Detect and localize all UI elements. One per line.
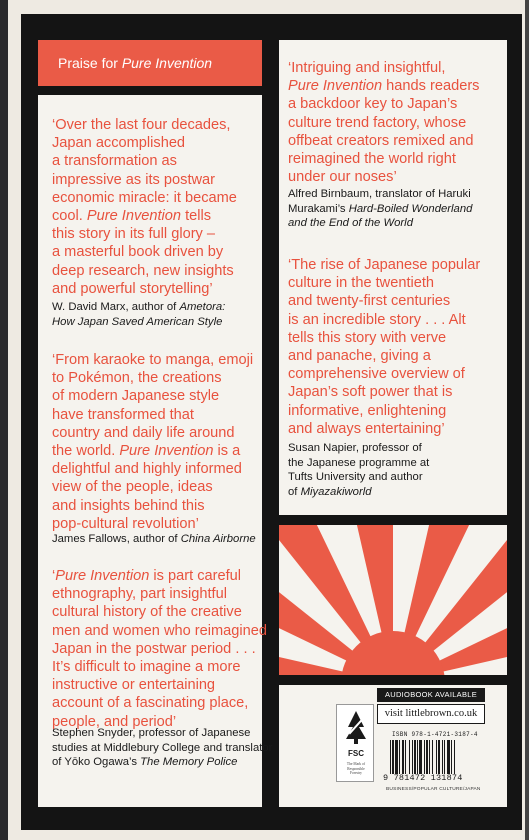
quote-line: of modern Japanese style (52, 388, 220, 405)
barcode-bar (409, 740, 410, 774)
quote-line: and insights behind this (52, 497, 205, 514)
quote-line: delightful and highly informed (52, 461, 242, 478)
barcode-bar (426, 740, 428, 774)
quote-line: and always entertaining’ (288, 420, 445, 437)
quote-line: ethnography, part insightful (52, 586, 227, 603)
barcode-bar (444, 740, 445, 774)
quote-line: offbeat creators remixed and (288, 132, 474, 149)
barcode-bar (414, 740, 416, 774)
barcode-bar (405, 740, 406, 774)
quote-line: Japan accomplished (52, 135, 186, 152)
barcode (390, 740, 482, 776)
quote-line: and panache, giving a (288, 348, 431, 364)
quote-line: a masterful book driven by (52, 244, 224, 261)
barcode-bar (432, 740, 433, 774)
barcode-bar (447, 740, 450, 774)
quote-line: the world. Pure Invention is a (52, 443, 241, 459)
quote-line: a backdoor key to Japan’s (288, 96, 458, 113)
barcode-bar (424, 740, 425, 774)
barcode-bar (419, 740, 422, 774)
isbn-digits: 9 781472 131874 (383, 773, 463, 783)
barcode-bar (454, 740, 455, 774)
fsc-logo (336, 704, 374, 782)
audiobook-badge: AUDIOBOOK AVAILABLE (377, 688, 485, 702)
quote-line: and powerful storytelling’ (52, 280, 213, 297)
quote-line: instructive or entertaining (52, 677, 216, 694)
quote-line: this story in its full glory – (52, 226, 216, 243)
barcode-bar (395, 740, 398, 774)
attribution-line: James Fallows, author of China Airborne (52, 533, 256, 545)
isbn-text: ISBN 978-1-4721-3187-4 (392, 731, 478, 738)
quote-line: ‘Over the last four decades, (52, 117, 231, 133)
attribution-line: Murakami’s Hard-Boiled Wonderland (288, 202, 473, 215)
attribution-line: Alfred Birnbaum, translator of Haruki (288, 188, 471, 200)
barcode-bar (399, 740, 400, 774)
tree-check-icon (337, 705, 375, 749)
quote-line: cultural history of the creative (52, 604, 242, 621)
attribution-line: Stephen Snyder, professor of Japanese (52, 727, 251, 739)
barcode-bar (412, 740, 413, 774)
quote-line: ‘The rise of Japanese popular (288, 257, 481, 273)
quote-line: men and women who reimagined (52, 622, 267, 639)
quote-line: people, and period’ (52, 713, 177, 730)
quote-line: pop-cultural revolution’ (52, 515, 199, 532)
quote-line: It’s difficult to imagine a more (52, 659, 241, 675)
barcode-bar (392, 740, 394, 774)
barcode-bar (442, 740, 443, 774)
attribution-line: Susan Napier, professor of (288, 442, 422, 454)
barcode-bar (436, 740, 437, 774)
quote-line: ‘From karaoke to manga, emoji (52, 352, 254, 368)
quote-line: account of a fascinating place, (52, 695, 249, 712)
barcode-bar (417, 740, 418, 774)
quote-line: cool. Pure Invention tells (52, 208, 212, 224)
quote-line: have transformed that (52, 406, 194, 423)
quote-line: ‘Intriguing and insightful, (288, 60, 446, 76)
rising-sun-graphic (279, 525, 507, 675)
quote-line: deep research, new insights (52, 262, 234, 279)
attribution-line: of Yōko Ogawa’s The Memory Police (52, 756, 238, 768)
quote-line: under our noses’ (288, 169, 397, 186)
barcode-bar (429, 740, 430, 774)
quote-line: ‘Pure Invention is part careful (52, 568, 242, 584)
barcode-bar (402, 740, 404, 774)
quote-line: view of the people, ideas (52, 479, 213, 496)
sunburst-rays (279, 525, 507, 675)
quote-line: culture in the twentieth (288, 275, 435, 292)
quote-line: culture trend factory, whose (288, 114, 467, 131)
quote-line: reimagined the world right (288, 151, 456, 167)
quote-line: is an incredible story . . . Alt (288, 311, 466, 328)
quote-line: tells this story with verve (288, 329, 447, 346)
fsc-mark: FSC (348, 749, 364, 758)
barcode-bar (438, 740, 440, 774)
quote-line: a transformation as (52, 153, 177, 170)
quote-line: Japan’s soft power that is (288, 384, 453, 401)
attribution-line: How Japan Saved American Style (52, 315, 223, 328)
quote-line: Pure Invention hands readers (288, 78, 480, 95)
attribution-line: the Japanese programme at (288, 456, 430, 469)
attribution-line: Tufts University and author (288, 471, 423, 483)
book-spine (0, 0, 8, 840)
attribution-line: of Miyazakiworld (288, 485, 372, 498)
fsc-subtitle: The Mark of Responsible Forestry (346, 762, 366, 776)
quote-line: Japan in the postwar period . . . (52, 640, 256, 657)
book-edge (525, 0, 529, 840)
praise-heading: Praise for Pure Invention (38, 40, 262, 86)
book-category: BUSINESS/POPULAR CULTURE/JAPAN (386, 787, 481, 792)
quote-line: country and daily life around (52, 424, 235, 441)
attribution-line: and the End of the World (288, 217, 413, 229)
quote-line: comprehensive overview of (288, 366, 465, 383)
attribution-line: W. David Marx, author of Ametora: (52, 301, 226, 313)
barcode-bar (451, 740, 452, 774)
attribution-line: studies at Middlebury College and translator (52, 741, 273, 754)
barcode-bar (390, 740, 391, 774)
quote-line: economic miracle: it became (52, 189, 237, 206)
quote-line: to Pokémon, the creations (52, 370, 222, 387)
publisher-website[interactable]: visit littlebrown.co.uk (377, 704, 485, 724)
quote-line: impressive as its postwar (52, 171, 216, 188)
quote-line: informative, enlightening (288, 402, 447, 419)
quote-line: and twenty-first centuries (288, 293, 451, 310)
